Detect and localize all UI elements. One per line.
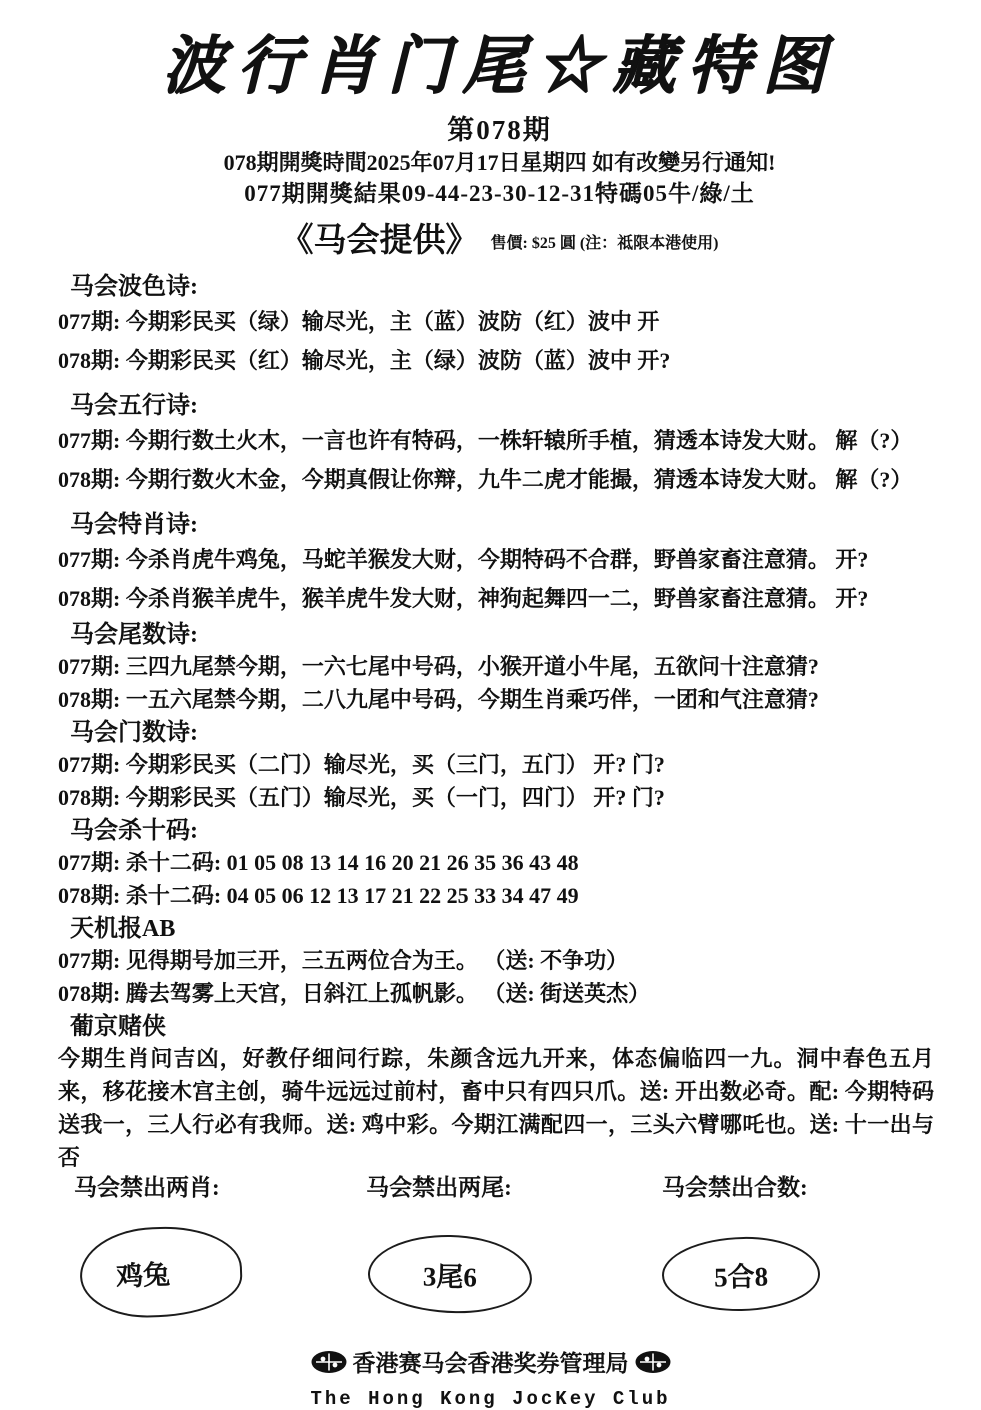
poem-line: 077期: 见得期号加三开，三五两位合为王。 （送: 不争功） — [58, 948, 629, 973]
poem-line: 078期: 一五六尾禁今期，二八九尾中号码，今期生肖乘巧伴，一团和气注意猜? — [58, 687, 819, 712]
section-special-zodiac-poem — [58, 511, 941, 618]
footer-org-row — [58, 1345, 923, 1378]
page-title: 波行肖门尾☆藏特图 — [162, 31, 837, 101]
forbidden-value: 3尾6 — [422, 1261, 478, 1292]
footer — [58, 1345, 941, 1410]
forbidden-label: 马会禁出两肖: — [74, 1175, 220, 1200]
forbidden-label: 马会禁出两尾: — [366, 1175, 512, 1200]
forbidden-value: 鸡兔 — [115, 1259, 171, 1292]
forbidden-oval — [78, 1224, 243, 1320]
section-heading: 马会五行诗: — [70, 393, 198, 419]
forbidden-two-tails — [350, 1174, 646, 1317]
previous-result: 077期開獎結果09-44-23-30-12-31特碼05牛/綠/土 — [244, 181, 755, 206]
section-five-elements-poem — [58, 392, 941, 499]
price-note: 售價: $25 圓 (注：祗限本港使用) — [490, 235, 719, 252]
forbidden-oval — [367, 1234, 532, 1315]
poem-line: 078期: 今期行数火木金，今期真假让你辩，九牛二虎才能撮，猜透本诗发大财。 解（?） — [58, 467, 913, 492]
section-heading: 马会波色诗: — [70, 274, 198, 300]
section-heading: 马会杀十码: — [70, 818, 198, 844]
section-pujing-gambler — [58, 1013, 941, 1174]
forbidden-label: 马会禁出合数: — [662, 1175, 808, 1200]
poem-line: 078期: 腾去驾雾上天宫，日斜江上孤帆影。 （送: 街送英杰） — [58, 981, 651, 1006]
poem-paragraph: 今期生肖问吉凶，好教仔细问行踪，朱颜含远九开来，体态偏临四一九。洞中春色五月来，移花接木宫主创，骑牛远远过前村，畜中只有四只爪。送: 开出数必奇。配: 今期特码送我一，三人行必有我师。送: 鸡中彩。今期江满配四一，三头六臂哪吒也。送: 十一出与否 — [58, 1046, 934, 1170]
section-heading: 马会尾数诗: — [70, 622, 198, 648]
jockey-club-badge-icon — [635, 1350, 671, 1374]
section-heading: 马会特肖诗: — [70, 512, 198, 538]
poem-line: 078期: 今杀肖猴羊虎牛，猴羊虎牛发大财，神狗起舞四一二，野兽家畜注意猜。 开? — [58, 586, 869, 611]
section-heading: 天机报AB — [70, 916, 176, 942]
poem-line: 078期: 今期彩民买（五门）输尽光，买（一门，四门） 开? 门? — [58, 785, 665, 810]
issue-number: 第078期 — [447, 115, 552, 145]
draw-time-notice: 078期開獎時間2025年07月17日星期四 如有改變另行通知! — [223, 150, 776, 175]
section-heading: 葡京赌侠 — [70, 1014, 166, 1040]
forbidden-sum-number — [646, 1174, 941, 1317]
section-gate-number-poem — [58, 719, 941, 814]
section-wave-color-poem — [58, 273, 941, 380]
poem-line: 077期: 今杀肖虎牛鸡兔，马蛇羊猴发大财，今期特码不合群，野兽家畜注意猜。 开? — [58, 547, 869, 572]
provider-title: 《马会提供》 — [280, 223, 479, 259]
kill-codes-line: 077期: 杀十二码: 01 05 08 13 14 16 20 21 26 35 36 43 48 — [58, 850, 579, 875]
kill-codes-line: 078期: 杀十二码: 04 05 06 12 13 17 21 22 25 33 34 47 49 — [58, 883, 579, 908]
section-tianji-report — [58, 915, 941, 1010]
poem-line: 077期: 今期彩民买（绿）输尽光，主（蓝）波防（红）波中 开 — [58, 309, 660, 334]
poem-line: 078期: 今期彩民买（红）输尽光，主（绿）波防（蓝）波中 开? — [58, 348, 671, 373]
forbidden-row — [58, 1174, 941, 1317]
forbidden-two-zodiac — [58, 1174, 350, 1317]
poem-line: 077期: 今期彩民买（二门）输尽光，买（三门，五门） 开? 门? — [58, 752, 665, 777]
section-heading: 马会门数诗: — [70, 720, 198, 746]
footer-org-name-english: The Hong Kong JocKey Club — [310, 1388, 671, 1410]
forbidden-oval — [661, 1236, 820, 1313]
jockey-club-badge-icon — [311, 1350, 347, 1374]
section-kill-codes — [58, 817, 941, 912]
footer-org-name: 香港赛马会香港奖券管理局 — [352, 1351, 629, 1376]
forbidden-value: 5合8 — [713, 1261, 769, 1292]
section-tail-number-poem — [58, 621, 941, 716]
poem-line: 077期: 今期行数土火木，一言也许有特码，一株轩辕所手植，猜透本诗发大财。 解（?） — [58, 428, 913, 453]
forbidden-area — [58, 1174, 941, 1410]
provider-row — [58, 214, 941, 261]
poem-line: 077期: 三四九尾禁今期，一六七尾中号码，小猴开道小牛尾，五欲问十注意猜? — [58, 654, 819, 679]
